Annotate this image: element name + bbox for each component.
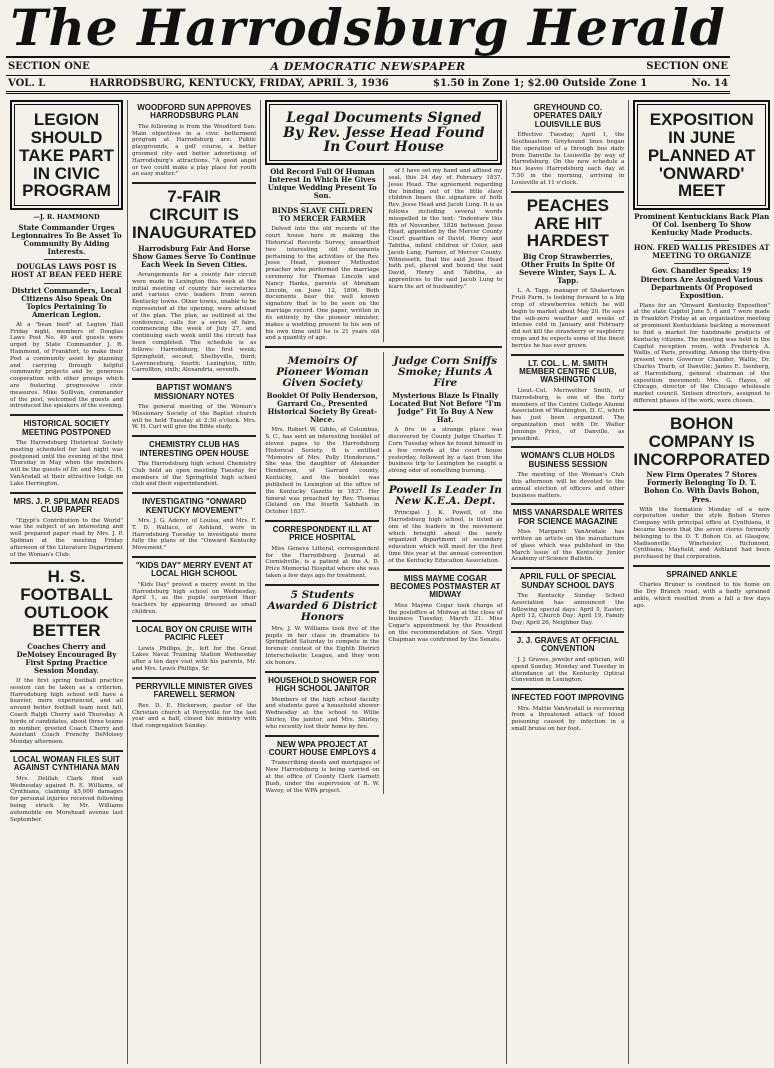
lower-right — [384, 352, 502, 794]
article-body-spilman: "Egypt's Contribution to the World" was the subject of an interesting and well prepared paper read by Mrs. J. P. Spilman at the meeting Friday afternoon of the Literature Department of the Woman's Club. — [10, 517, 123, 558]
divider — [10, 492, 123, 494]
masthead — [6, 0, 730, 56]
divider — [265, 584, 379, 586]
deck-memoirs: Booklet Of Polly Henderson, Garrard Co., Presented Historical Society By Great-Niece. — [266, 391, 379, 425]
divider — [132, 492, 256, 494]
section-label-left: SECTION ONE — [8, 61, 90, 72]
article-body-bohon: With the formation Monday of a new corporation under the style Bohon Stores Company with principal office at Cynthiana, it became known that the seven stores formerly belonging to the D. T. Bohon Co. at Glasgow, Madisonville, Winchester, Richmond, Cynthiana, Mayfield, and Ashland had been purchased by that corporation. — [633, 506, 770, 561]
article-body-legal-left: Delved into the old records of the court house here in making the Historical Records Survey, unearthed two interesting old documents pertaining to the activities of the Rev. Jesse Head, pioneer Methodist preacher who performed the marriage ceremony for Thomas Lincoln and Nancy Hanks, parents of Abraham Lincoln, on June 12, 1806. Both documents bear the well known signature that is to be seen on the marriage record. One paper, written in its entirety by the pioneer minister, makes a wedding present to his son of his own time until he is 21 years old and a quantity of age. — [265, 226, 380, 342]
article-body-chemistry: The Harrodsburg high school Chemistry Club held an open meeting Tuesday for members of the Springfield high school club and their superintendent. — [132, 460, 257, 488]
deck-exposition: Prominent Kentuckians Back Plan Of Col. Isenberg To Show Kentucky Made Products. — [634, 212, 770, 238]
article-body-legal-right: of I have set my hand and affixed my seal, this 24 day of February 1837. Jesse Head. The agreement regarding the binding out of the little slave children bears the signature of both Rev. Jesse Head and Jacob Lung. It is as follows including several words misspelled in the text: "Indenture this 8th of November, 1826 between Jesse Head, appointed by the Mercer County Court guardian of David, Henry and Tabitha, infant children of Color, and Jacob Lung, Farmer, of Mercer County. Witnesseth, that the said Jesse Head hath put, placed and bound the said David, Henry and Tabitha, as apprentices to the said Jacob Lung to learn the art of husbandry." — [388, 168, 503, 290]
article-body-janitor-shower: Members of the high school faculty and students gave a household shower Wednesday at the school to Willie Shirley, the janitor, and Mrs. Shirley, who recently lost their home by fire. — [265, 696, 380, 730]
headline-chemistry[interactable]: CHEMISTRY CLUB HAS INTERESTING OPEN HOUSE — [139, 440, 249, 458]
headline-historical-society[interactable]: HISTORICAL SOCIETY MEETING POSTPONED — [22, 419, 111, 437]
article-body-correspondent: Miss Geneva Litteral, correspondent for the Harrodsburg Journal at Cornishville, is a patient at the A. D. Price Memorial Hospital where she was taken a few days ago for treatment. — [265, 545, 380, 579]
divider — [265, 520, 379, 522]
divider — [132, 182, 256, 184]
headline-spilman[interactable]: MRS. J. P. SPILMAN READS CLUB PAPER — [13, 496, 120, 515]
tagline: A DEMOCRATIC NEWSPAPER — [270, 60, 466, 73]
article-body-students-honors: Mrs. J. W. Williams took five of the pupils in her class in dramatics to Springfield Saturday to compete in the forensic contest of the Eighth District Interscholastic League, and they won six honors. — [265, 625, 380, 666]
article-body-memoirs: Mrs. Robert W. Gibbs, of Columbus, S. C., has sent an interesting booklet of eleven pages to the Harrodsburg Historical Society. It is entitled "Memoirs of Mrs. Polly Henderson." She was the daughter of Alexander Henderson, of Garrard county, Kentucky, and the booklet was published in Lexington at the office of the Kentucky Gazette in 1837. Her funeral was preached by Rev. Thomas Cleland on the fourth Sabbath in October 1837. — [265, 427, 380, 516]
deck-judge-corn: Mysterious Blaze Is Finally Located But Not Before "I'm Judge" Fit To Buy A New Hat. — [389, 391, 502, 425]
deck-fair-circuit: Harrodsburg Fair And Horse Show Games Serve To Continue Each Week In Seven Cities. — [132, 243, 256, 269]
deck-bohon: New Firm Operates 7 Stores Formerly Belonging To D. T. Bohon Co. With Davis Bohon, Pres. — [643, 470, 760, 504]
headline-students-honors[interactable]: 5 Students Awarded 6 District Honors — [267, 588, 378, 623]
divider — [511, 446, 624, 448]
article-body-onward: Mrs. J. G. Aderer, of Louisa, and Mrs. F. T. D. Wallace, of Ashland, were in Harrodsburg Tuesday to investigate more fully the plans of the "Onward Kentucky Movement." — [132, 517, 257, 552]
divider — [300, 203, 346, 204]
headline-legal-documents[interactable]: Legal Documents Signed By Rev. Jesse Head Found In Court House — [283, 110, 485, 156]
deck-exposition-2: HON. FRED WALLIS PRESIDES AT MEETING TO ORGANIZE — [633, 243, 770, 261]
legion-story-box — [10, 100, 123, 210]
article-body-exposition: Plans for an "Onward Kentucky Exposition" at the state Capitol June 5, 6 and 7 were made in Frankfort Friday at an organization meeting of prominent Kentuckians backing a movement to find a market for handmade products of Kentucky citizens. The meeting was held in the Capitol reception room, with Frederick A. Wallis, of Paris, presiding. Among the thirty-five present were Governor Chandler, Wallis, Dr. Charles Thurb, of Danville; James E. Isenberg, of Harrodsburg, general chairman of the exposition movement; Mrs. G. Hayes, of Chicago, director of the Chicago wholesale market council. Sixteen directors, assigned to different phases of the work, were chosen. — [633, 302, 770, 405]
headline-pacific-fleet[interactable]: LOCAL BOY ON CRUISE WITH PACIFIC FLEET — [136, 624, 253, 643]
legal-documents-box — [265, 100, 502, 165]
divider — [511, 191, 624, 193]
newspaper-title: The Harrodsburg Herald — [10, 0, 726, 57]
article-body-powell: Principal J. K. Powell, of the Harrodsburg high school, is listed as one of the leaders in the movement which brought about the newly organized department of secondary education which will meet for the first time this year at the annual convention of the Kentucky Education Association. — [388, 510, 503, 564]
headline-janitor-shower[interactable]: HOUSEHOLD SHOWER FOR HIGH SCHOOL JANITOR — [268, 675, 377, 694]
article-body-peaches: L. A. Tapp, manager of Shakertown Fruit Farm, is looking forward to a big crop of strawberries which he will begin to market about May 20. He says the sub-zero weather and weeks of intense cold in January and February did not kill the strawberry or raspberry crops and he expects some of the finest berries he has ever grown. — [511, 288, 625, 349]
article-body-fair-circuit: Arrangements for a county fair circuit were made in Lexington this week at the initial meeting of county fair secretaries and various civic leaders from seven Kentucky towns. Other towns, unable to be represented at the opening, were advised of the plan. The plan, as outlined at the conference, calls for a series of fairs, commencing the week of July 27, and continuing each week until the circuit has been completed. The schedule is as follows: Harrodsburg, the first week; Springfield, second; Shelbyville, third; Lawrenceburg, fourth; Lexington, fifth; Carrollton, sixth; Alexandria, seventh. — [132, 271, 257, 374]
headline-legion[interactable]: LEGION SHOULD TAKE PART IN CIVIC PROGRAM — [19, 110, 114, 201]
divider — [10, 750, 123, 752]
divider — [388, 569, 502, 571]
headline-graves[interactable]: J. J. GRAVES AT OFFICIAL CONVENTION — [516, 636, 619, 654]
headline-sunday-school[interactable]: APRIL FULL OF SPECIAL SUNDAY SCHOOL DAYS — [519, 572, 617, 590]
masthead-bar — [6, 56, 730, 76]
headline-peaches[interactable]: PEACHES ARE HIT HARDEST — [526, 195, 609, 251]
section-label-right: SECTION ONE — [646, 61, 728, 72]
headline-lawsuit[interactable]: LOCAL WOMAN FILES SUIT AGAINST CYNTHIANA MAN — [13, 755, 120, 773]
deck-legion-3: District Commanders, Local Citizens Also Speak On Topics Pertaining To American Legion. — [11, 285, 122, 319]
headline-correspondent[interactable]: CORRESPONDENT ILL AT PRICE HOSPITAL — [272, 524, 373, 543]
columns — [6, 100, 770, 1064]
exposition-box — [633, 100, 770, 210]
divider — [132, 620, 256, 622]
lower-subcolumns — [265, 352, 502, 794]
legal-documents-right — [384, 168, 502, 342]
divider — [511, 354, 624, 356]
dateline: HARRODSBURG, KENTUCKY, FRIDAY, APRIL 3, 1936 — [89, 78, 389, 89]
price-label: $1.50 in Zone 1; $2.00 Outside Zone 1 — [432, 78, 648, 89]
divider — [132, 677, 256, 679]
headline-womans-club[interactable]: WOMAN'S CLUB HOLDS BUSINESS SESSION — [520, 451, 615, 469]
headline-fair-circuit[interactable]: 7-FAIR CIRCUIT IS INAUGURATED — [132, 187, 257, 242]
headline-onward[interactable]: INVESTIGATING "ONWARD KENTUCKY MOVEMENT" — [142, 497, 247, 515]
article-body-kids-day: "Kids Day" proved a merry event in the Harrodsburg high school on Wednesday, April 1, as the pupils surprised their teachers by appearing dressed as small children. — [132, 581, 257, 616]
article-body-infected-foot: Mrs. Mattie VanArsdall is recovering from a threatened attack of blood poisoning caused by infection in a small bruise on her foot. — [511, 705, 625, 732]
deck-slave-children: BINDS SLAVE CHILDREN TO MERCER FARMER — [271, 206, 373, 224]
deck-legion-2: DOUGLAS LAWS POST IS HOST AT BEAN FEED HERE — [11, 262, 122, 280]
article-body-football: If the first spring football practice session can be taken as a criterion, Harrodsburg high school will have a heavier, more experienced, and all around better football team next fall, Coach Ralph Cherry said Thursday. A horde of candidates, about three teams in number, greeted Coach Cherry and Assistant Coach Frenchy DeMoisey Monday afternoon. — [10, 677, 123, 746]
legal-documents-columns — [265, 168, 502, 342]
divider — [265, 735, 379, 737]
divider — [132, 556, 256, 558]
headline-greyhound[interactable]: GREYHOUND CO. OPERATES DAILY LOUISVILLE BUS — [533, 103, 603, 129]
article-body-wpa-project: Transcribing deeds and mortgages of New Harrodsburg is being carried on at the office of County Clerk Garnett Bush, under the supervision of R. W. Wavey, of the WPA project. — [265, 760, 380, 794]
article-body-greyhound: Effective Tuesday, April 1, the Southeastern Greyhound lines began the operation of a through bus daily from Danville to Louisville by way of Harrodsburg. On the new schedule a bus leaves Harrodsburg each day at 7:50 in the morning, arriving in Louisville at 11 o'clock. — [511, 132, 625, 186]
divider — [388, 479, 502, 481]
issue-number: No. 14 — [691, 78, 728, 89]
headline-cogar[interactable]: MISS MAYME COGAR BECOMES POSTMASTER AT MIDWAY — [390, 573, 501, 600]
article-body-baptist: The general meeting of the Woman's Missionary Society of the Baptist church will be held Tuesday at 2:30 o'clock. Mrs. W. H. Curl will give the Bible study. — [132, 403, 257, 431]
article-body-cogar: Miss Mayme Cogar took charge of the postoffice at Midway at the close of business Tuesday, March 31. Miss Cogar's appointment by the President on the recommendation of Sen. Virgil Chapman was confirmed by the Senate. — [388, 602, 503, 643]
headline-baptist[interactable]: BAPTIST WOMAN'S MISSIONARY NOTES — [154, 383, 235, 401]
divider — [511, 631, 624, 633]
divider — [132, 435, 256, 437]
column-2 — [128, 100, 261, 1064]
divider — [132, 378, 256, 380]
article-body-lawsuit: Mrs. Delilah Clark filed suit Wednesday against R. E. Williams, of Cynthiana, claiming $5,000 damages for personal injuries received following being struck by Mr. Williams automobile on Morehead avenue last September. — [10, 775, 123, 823]
headline-sprained-ankle[interactable]: SPRAINED ANKLE — [666, 570, 738, 580]
volume-label: VOL. L — [8, 78, 46, 89]
article-body-pacific-fleet: Lewis Phillips, Jr., left for the Great Lakes Naval Training Station Wednesday after a ten days visit with his parents, Mr. and Mrs. Lewis Phillips, Sr. — [132, 645, 257, 673]
deck-legal-documents: Old Record Full Of Human Interest In Which He Gives Unique Wedding Present To Son. — [267, 167, 377, 201]
divider — [265, 671, 379, 673]
headline-bohon[interactable]: BOHON COMPANY IS INCORPORATED — [633, 413, 770, 469]
divider — [674, 240, 729, 241]
article-body-perryville: Rev. D. E. Hickerson, pastor of the Christian church at Perryville for the last year and a half, closed his ministry with that congregation Sunday. — [132, 702, 257, 730]
article-body-sunday-school: The Kentucky Sunday School Association has announced the following special days: April 5, Easter; April 12, Church Day; April 19, Family Day; April 26, Neighbor Day. — [511, 593, 625, 627]
headline-memoirs[interactable]: Memoirs Of Pioneer Woman Given Society — [276, 355, 369, 390]
article-body-graves: J. J. Graves, jeweler and optician, will spend Sunday, Monday and Tuesday in attendance at the Kentucky Optical Convention in Lexington. — [511, 656, 625, 684]
byline-legion: —J. R. HAMMOND — [33, 213, 100, 222]
headline-judge-corn[interactable]: Judge Corn Sniffs Smoke; Hunts A Fire — [393, 355, 498, 390]
article-body-womans-club: The meeting of the Woman's Club this afternoon will be devoted to the annual election of officers and other business matters. — [511, 472, 625, 499]
column-5 — [629, 100, 774, 1064]
column-4 — [507, 100, 629, 1064]
headline-kids-day[interactable]: "KIDS DAY" MERRY EVENT AT LOCAL HIGH SCHOOL — [135, 561, 253, 579]
article-body-legion: At a "bean feed" at Legion Hall Friday night, members of Douglas Laws Post No. 49 and guests were urged by State Commander J. R. Hammond, of Frankfort, to make their Post a community asset by planning and carrying through helpful community projects and by generous cooperation with other groups which are fostering progressive civic measures. Mike Sullivan, commander of the post, welcomed the guests and introduced the speakers of the evening. — [10, 321, 124, 410]
divider — [10, 414, 123, 416]
article-body-lt-col-smith: Lieut.-Col. Meriwether Smith, of Harrodsburg, is one of the forty members of the Centre College Alumni Association of Washington, D. C., which has just been organized. The organization met with Dr. Walter Jennings Price, of Danville, as president. — [511, 387, 625, 442]
deck-peaches: Big Crop Strawberries, Other Fruits In Spite Of Severe Winter, Says L. A. Tapp. — [519, 252, 617, 286]
headline-lt-col-smith[interactable]: LT. COL. L. M. SMITH MEMBER CENTRE CLUB, WASHINGTON — [519, 358, 617, 385]
article-body-historical-society: The Harrodsburg Historical Society meeting scheduled for last night was postponed until the evening of the first Thursday in May when the members will be the guests of Dr. and Mrs. C. H. VanArsdall at their attractive lodge on Lake Herrington. — [10, 440, 123, 487]
headline-football[interactable]: H. S. FOOTBALL OUTLOOK BETTER — [20, 567, 113, 640]
article-body-sprained-ankle: Charles Bruner is confined to his home on the Dry Branch road, with a badly sprained ankle, which resulted from a fall a few days ago. — [633, 582, 770, 609]
headline-exposition[interactable]: EXPOSITION IN JUNE PLANNED AT 'ONWARD' MEET — [647, 110, 756, 201]
dateline-bar — [6, 76, 730, 94]
divider — [633, 565, 770, 567]
divider — [511, 567, 624, 569]
deck-legion: State Commander Urges Legionnaires To Be Asset To Community By Aiding Interests. — [11, 223, 122, 257]
lower-left — [265, 352, 384, 794]
divider — [511, 503, 624, 505]
divider — [44, 259, 89, 260]
headline-woodford-sun[interactable]: WOODFORD SUN APPROVES HARRODSBURG PLAN — [137, 103, 252, 121]
divider — [674, 263, 729, 264]
divider — [10, 562, 123, 564]
legal-documents-left — [265, 168, 384, 342]
divider — [44, 283, 89, 284]
headline-infected-foot[interactable]: INFECTED FOOT IMPROVING — [511, 693, 625, 703]
headline-perryville[interactable]: PERRYVILLE MINISTER GIVES FAREWELL SERMON — [135, 681, 253, 700]
column-3 — [261, 100, 507, 1064]
article-body-judge-corn: A fire in a strange place was discovered by County Judge Charles T. Corn Tuesday when he found himself in a few crowds at the court house yesterday, followed by a taxi from the business trip to Lexington he caught a strong odor of something burning. — [388, 427, 503, 475]
article-body-woodford-sun: The following is from the Woodford Sun: Main objectives in a civic betterment program at Harrodsburg are: Public playgrounds, a golf course, a better groomed city and better advertising of Harrodsburg's attractions. "A good angel or two could make a play place for youth an easy matter." — [132, 123, 257, 178]
divider — [265, 346, 502, 348]
headline-vanarsdale[interactable]: MISS VANARSDALE WRITES FOR SCIENCE MAGAZINE — [512, 508, 623, 526]
article-body-vanarsdale: Miss Margaret VanArsdale has written an article on the manufacture of glass which was published in the March issue of the Kentucky Junior Academy of Science Bulletin. — [511, 529, 625, 563]
divider — [511, 688, 624, 690]
deck-exposition-3: Gov. Chandler Speaks; 19 Directors Are Assigned Various Departments Of Proposed Exposition. — [640, 266, 763, 300]
headline-powell[interactable]: Powell Is Leader In New K.E.A. Dept. — [388, 484, 502, 508]
deck-football: Coaches Cherry and DeMoisey Encouraged By First Spring Practice Session Monday. — [16, 641, 117, 675]
divider — [633, 409, 770, 411]
headline-wpa-project[interactable]: NEW WPA PROJECT AT COURT HOUSE EMPLOYS 4 — [268, 739, 376, 757]
column-1 — [6, 100, 128, 1064]
